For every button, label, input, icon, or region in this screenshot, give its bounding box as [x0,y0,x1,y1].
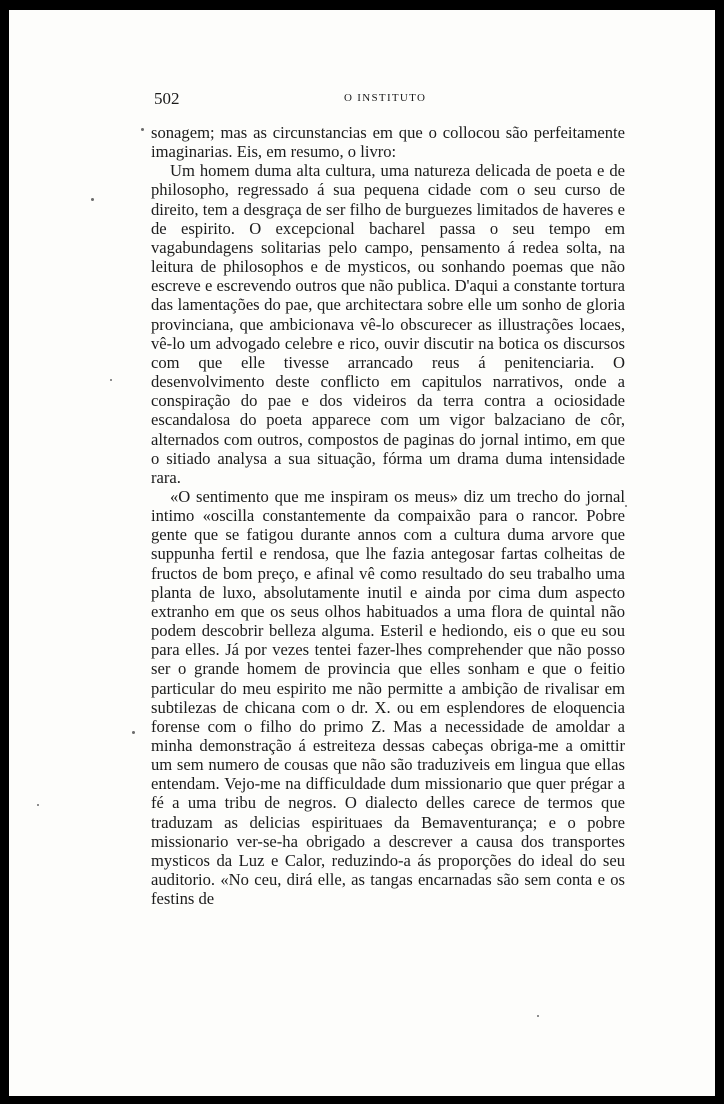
scan-speck [37,804,39,806]
scan-speck [110,379,112,381]
book-page [9,10,715,1096]
scan-speck [625,505,627,507]
running-title: O INSTITUTO [344,92,427,104]
paragraph: «O sentimento que me inspiram os meus» diz um trecho do jornal intimo «oscilla constantemente da compaixão para o rancor. Pobre gente que se fatigou durante annos com a cultura duma arvore que suppunha fertil e rendosa, que lhe fazia antegosar fartas colheitas de fructos de bom preço, e afinal vê como resultado do seu trabalho uma planta de luxo, absolutamente inutil e ainda por cima dum aspecto extranho em que os seus olhos habituados a uma flora de quintal não podem descobrir belleza alguma. Esteril e hediondo, eis o que eu sou para elles. Já por vezes tentei fazer-lhes comprehender que não posso ser o grande homem de provincia que elles sonham e que o feitio particular do meu espirito me não permitte a ambição de rivalisar em subtilezas de chicana com o dr. X. ou em esplendores de eloquencia forense com o filho do primo Z. Mas a necessidade de amoldar a minha demonstração á estreiteza dessas cabeças obriga-me a omittir um sem numero de cousas que não são traduziveis em lingua que ellas entendam. Vejo-me na difficuldade dum missionario que quer prégar a fé a uma tribu de negros. O dialecto delles carece de termos que traduzam as delicias espirituaes da Bemaventurança; e o pobre missionario ver-se-ha obrigado a descrever a causa dos transportes mysticos da Luz e Calor, reduzindo-a ás proporções do ideal do seu auditorio. «No ceu, dirá elle, as tangas encarnadas são sem conta e os festins de [151,486,625,909]
page-header [154,89,634,111]
scan-speck [141,128,144,131]
paragraph: sonagem; mas as circunstancias em que o collocou são perfeitamente imaginarias. Eis, em resumo, o livro: [151,123,625,162]
page-number: 502 [154,89,180,108]
scan-speck [132,731,135,734]
scan-speck [537,1015,539,1017]
paragraph: Um homem duma alta cultura, uma natureza delicada de poeta e de philosopho, regressado á sua pequena cidade com o seu curso de direito, tem a desgraça de ser filho de burguezes limitados de haveres e de espirito. O excepcional bacharel passa o seu tempo em vagabundagens solitarias pelo campo, pensamento á redea solta, na leitura de philosophos e de mysticos, ou sonhando poemas que não escreve e escrevendo outros que não publica. D'aqui a constante tortura das lamentações do pae, que architectara sobre elle um sonho de gloria provinciana, que ambicionava vê-lo obscurecer as illustrações locaes, vê-lo um advogado celebre e rico, ouvir discutir na botica os discursos com que elle tivesse arrancado reus á penitenciaria. O desenvolvimento deste conflicto em capitulos narrativos, onde a conspiração do pae e dos videiros da terra contra a ociosidade escandalosa do poeta apparece com um vigor balzaciano de côr, alternados com outros, compostos de paginas do jornal intimo, em que o sitiado analysa a sua situação, fórma um drama duma intensidade rara. [151,161,625,487]
body-text [151,123,625,908]
scan-speck [91,198,94,201]
